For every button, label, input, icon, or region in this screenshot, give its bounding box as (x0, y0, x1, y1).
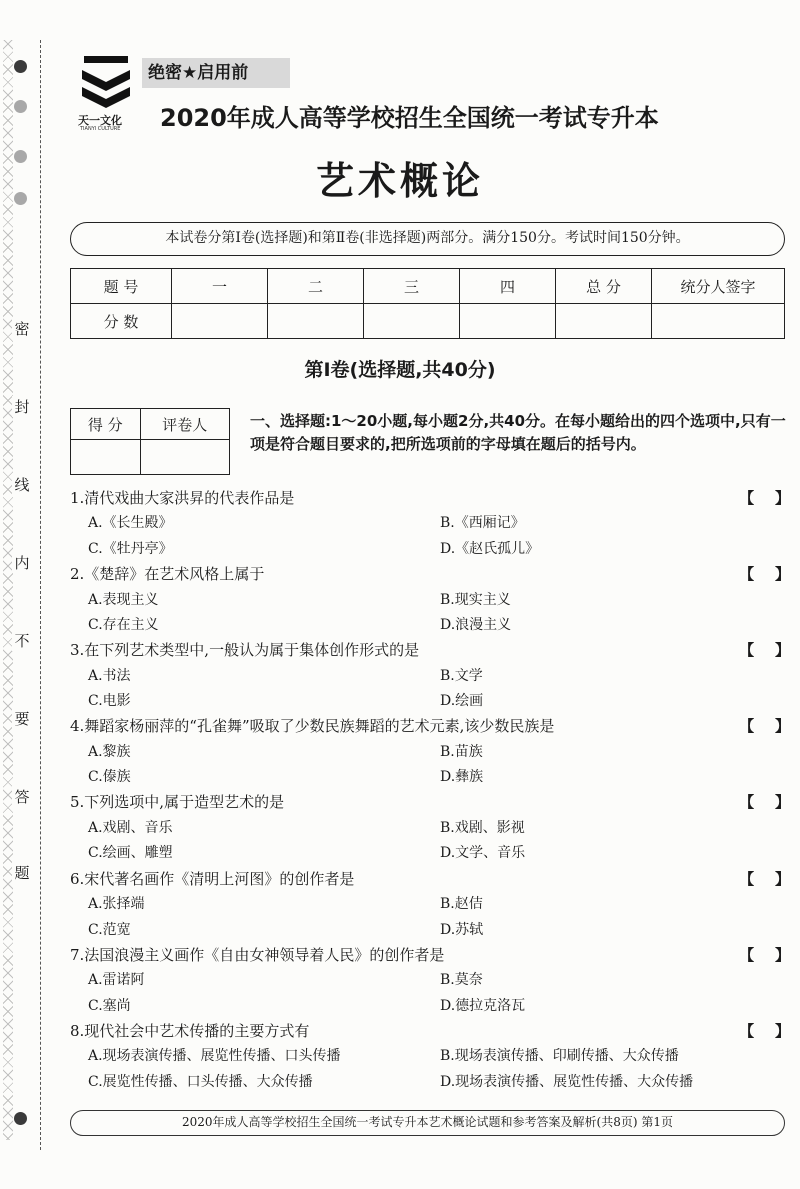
option-d: D.苏轼 (440, 922, 484, 938)
option-c: C.电影 (88, 693, 131, 709)
option-a: A.戏剧、音乐 (88, 820, 173, 836)
answer-bracket[interactable]: 【 】 (739, 565, 790, 583)
option-d: D.绘画 (440, 693, 484, 709)
option-b: B.苗族 (440, 744, 483, 760)
answer-bracket[interactable]: 【 】 (739, 717, 790, 735)
question-stem-row (70, 486, 790, 510)
score-header-cell: 四 (460, 269, 556, 304)
question-stem-row (70, 714, 790, 738)
section-instruction: 一、选择题:1～20小题,每小题2分,共40分。在每小题给出的四个选项中,只有一项是符合题目要求的,把所选项前的字母填在题后的括号内。 (250, 412, 786, 453)
score-row-label: 分 数 (71, 304, 172, 339)
option-d: D.现场表演传播、展览性传播、大众传播 (440, 1074, 694, 1090)
option-a: A.张择端 (88, 896, 145, 912)
score-header-cell: 二 (268, 269, 364, 304)
score-cell (268, 304, 364, 339)
score-header-cell: 题 号 (71, 269, 172, 304)
subject-title: 艺术概论 (315, 159, 484, 203)
seal-char: 密 (12, 318, 32, 339)
seal-line (40, 40, 41, 1150)
grader-name-label: 评卷人 (140, 409, 229, 440)
option-d: D.彝族 (440, 769, 484, 785)
option-d: D.德拉克洛瓦 (440, 998, 526, 1014)
exam-notice: 本试卷分第Ⅰ卷(选择题)和第Ⅱ卷(非选择题)两部分。满分150分。考试时间150分钟。 (70, 222, 785, 256)
answer-bracket[interactable]: 【 】 (739, 1022, 790, 1040)
grader-table (70, 408, 230, 475)
exam-title: 2020年成人高等学校招生全国统一考试专升本 (160, 104, 659, 132)
answer-bracket[interactable]: 【 】 (739, 870, 790, 888)
perforation-edge (3, 40, 13, 1140)
score-table-header-row (71, 269, 785, 304)
score-header-cell: 一 (172, 269, 268, 304)
score-header-cell: 统分人签字 (652, 269, 785, 304)
option-b: B.文学 (440, 668, 483, 684)
option-c: C.塞尚 (88, 998, 131, 1014)
option-d: D.文学、音乐 (440, 845, 526, 861)
question-stem-row (70, 1019, 790, 1043)
confidential-label: 绝密★启用前 (142, 58, 290, 88)
score-table-value-row (71, 304, 785, 339)
option-b: B.戏剧、影视 (440, 820, 525, 836)
question-stem-row (70, 867, 790, 891)
option-d: D.浪漫主义 (440, 617, 512, 633)
option-c: C.范宽 (88, 922, 131, 938)
logo-text: 天一文化 (78, 114, 122, 127)
question-stem-row (70, 638, 790, 662)
option-b: B.莫奈 (440, 972, 483, 988)
logo-subtext: TIANYI CULTURE (80, 126, 121, 132)
option-a: A.表现主义 (88, 592, 159, 608)
grader-score-label: 得 分 (71, 409, 141, 440)
binding-hole (14, 60, 27, 73)
binding-hole (14, 1112, 27, 1125)
option-b: B.赵佶 (440, 896, 483, 912)
option-c: C.傣族 (88, 769, 131, 785)
score-table (70, 268, 785, 339)
option-a: A.书法 (88, 668, 131, 684)
option-b: B.现实主义 (440, 592, 511, 608)
question-stem: 5.下列选项中,属于造型艺术的是 (70, 793, 285, 811)
score-cell (556, 304, 652, 339)
option-c: C.《牡丹亭》 (88, 541, 173, 557)
option-a: A.黎族 (88, 744, 131, 760)
seal-char: 要 (12, 708, 32, 729)
question-stem: 6.宋代著名画作《清明上河图》的创作者是 (70, 870, 355, 888)
page-footer: 2020年成人高等学校招生全国统一考试专升本艺术概论试题和参考答案及解析(共8页) 第1页 (70, 1110, 785, 1136)
seal-char: 不 (12, 630, 32, 651)
option-d: D.《赵氏孤儿》 (440, 541, 540, 557)
option-a: A.现场表演传播、展览性传播、口头传播 (88, 1048, 341, 1064)
binding-hole (14, 100, 27, 113)
question-stem: 8.现代社会中艺术传播的主要方式有 (70, 1022, 310, 1040)
option-b: B.现场表演传播、印刷传播、大众传播 (440, 1048, 679, 1064)
seal-char: 题 (12, 862, 32, 883)
option-c: C.展览性传播、口头传播、大众传播 (88, 1074, 313, 1090)
option-b: B.《西厢记》 (440, 515, 525, 531)
answer-bracket[interactable]: 【 】 (739, 641, 790, 659)
option-c: C.存在主义 (88, 617, 159, 633)
volume-title: 第Ⅰ卷(选择题,共40分) (304, 359, 496, 381)
answer-bracket[interactable]: 【 】 (739, 793, 790, 811)
option-c: C.绘画、雕塑 (88, 845, 173, 861)
score-header-cell: 总 分 (556, 269, 652, 304)
seal-char: 封 (12, 396, 32, 417)
option-a: A.《长生殿》 (88, 515, 173, 531)
seal-char: 线 (12, 474, 32, 495)
score-cell (172, 304, 268, 339)
grader-name-cell (140, 440, 229, 475)
question-stem-row (70, 562, 790, 586)
seal-char: 答 (12, 786, 32, 807)
question-stem: 3.在下列艺术类型中,一般认为属于集体创作形式的是 (70, 641, 420, 659)
option-a: A.雷诺阿 (88, 972, 145, 988)
question-stem-row (70, 790, 790, 814)
question-stem: 4.舞蹈家杨丽萍的“孔雀舞”吸取了少数民族舞蹈的艺术元素,该少数民族是 (70, 717, 555, 735)
question-stem-row (70, 943, 790, 967)
question-stem: 2.《楚辞》在艺术风格上属于 (70, 565, 265, 583)
score-cell (652, 304, 785, 339)
score-cell (364, 304, 460, 339)
answer-bracket[interactable]: 【 】 (739, 946, 790, 964)
question-stem: 1.清代戏曲大家洪昇的代表作品是 (70, 489, 295, 507)
answer-bracket[interactable]: 【 】 (739, 489, 790, 507)
seal-char: 内 (12, 552, 32, 573)
score-cell (460, 304, 556, 339)
grader-score-cell (71, 440, 141, 475)
score-header-cell: 三 (364, 269, 460, 304)
question-stem: 7.法国浪漫主义画作《自由女神领导着人民》的创作者是 (70, 946, 445, 964)
